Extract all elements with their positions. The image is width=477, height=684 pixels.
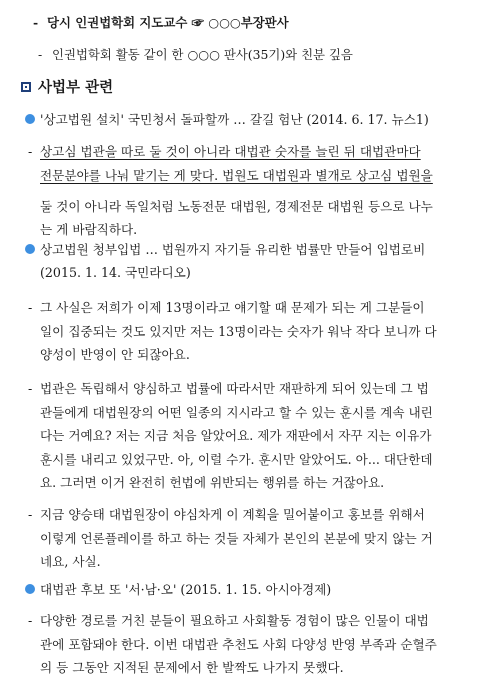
section-title: 사법부 관련 [38, 80, 114, 96]
paragraph-line: 다는 거예요? 저는 지금 처음 알았어요. 제가 재판에서 자꾸 지는 이유가 [40, 428, 432, 443]
news-headline: '상고법원 설치' 국민청서 돌파할까 … 갈길 험난 (2014. 6. 17. 뉴스1) [40, 112, 429, 127]
paragraph-line: 관에 포함돼야 한다. 이번 대법관 추천도 사회 다양성 반영 부족과 순혈주 [40, 636, 437, 652]
circle-bullet-icon [25, 114, 35, 124]
paragraph-line: 다양한 경로를 거친 분들이 필요하고 사회활동 경험이 많은 인물이 대법 [40, 613, 429, 628]
bullet-dash: - [28, 381, 33, 396]
paragraph-line: 지금 양승태 대법원장이 야심차게 이 계획을 밀어붙이고 홍보를 위해서 [40, 507, 425, 522]
header-line-advisor [33, 14, 459, 31]
paragraph-line: 네요, 사실. [40, 554, 101, 569]
paragraph-line: 이렇게 언론플레이를 하고 하는 것들 자체가 본인의 본분에 맞지 않는 거 [40, 530, 433, 546]
paragraph-line: 훈시를 내리고 있었구만. 아, 이럴 수가. 훈시만 알았어도. 아... 대단한데 [40, 451, 433, 467]
circle-bullet-icon [25, 584, 35, 594]
bullet-dash: - [38, 47, 43, 62]
paragraph-line: 요. 그러면 이거 완전히 헌법에 위반되는 행위를 하는 거잖아요. [40, 475, 385, 490]
paragraph-line: 일이 집중되는 것도 있지만 저는 13명이라는 숫자가 워낙 작다 보니까 다 [40, 323, 437, 339]
paragraph-line: 상고심 법관을 따로 둘 것이 아니라 대법관 숫자를 늘린 뒤 대법관마다 [40, 144, 421, 159]
circle-bullet-icon [25, 244, 35, 254]
news-item [40, 238, 463, 284]
header-line-text: 당시 인권법학회 지도교수 ☞ ○○○부장판사 [47, 15, 289, 30]
paragraph-line: 법관은 독립해서 양심하고 법률에 따라서만 재판하게 되어 있는데 그 법 [40, 381, 429, 396]
news-headline: 대법관 후보 또 '서·남·오' (2015. 1. 15. 아시아경제) [40, 582, 332, 597]
paragraph-line: 관들에게 대법원장의 어떤 일종의 지시라고 할 수 있는 훈시를 계속 내린 [40, 404, 433, 420]
header-line-association [38, 46, 459, 63]
news-item [40, 578, 463, 601]
quote-paragraph [28, 503, 463, 574]
news-headline: 상고법원 청부입법 … 법원까지 자기들 유리한 법률만 만들어 입법로비 [40, 242, 426, 257]
paragraph-line: 양성이 반영이 안 되잖아요. [40, 347, 190, 362]
bullet-dash: - [28, 300, 33, 315]
quote-paragraph [28, 140, 463, 242]
bullet-dash: - [33, 15, 39, 30]
square-bullet-icon [21, 82, 31, 92]
paragraph-line: 의 등 그동안 지적된 문제에서 한 발짝도 나가지 못했다. [40, 660, 344, 675]
header-line-text: 인권법학회 활동 같이 한 ○○○ 판사(35기)와 친분 깊음 [52, 47, 353, 62]
paragraph-line: 그 사실은 저희가 이제 13명이라고 얘기할 때 문제가 되는 게 그분들이 [40, 300, 425, 315]
quote-paragraph [28, 296, 463, 367]
paragraph-line: 는 게 바람직하다. [40, 222, 138, 237]
news-source: (2015. 1. 14. 국민라디오) [40, 265, 191, 280]
section-heading [21, 78, 113, 98]
quote-paragraph [28, 609, 463, 680]
news-item [40, 108, 463, 131]
bullet-dash: - [28, 144, 33, 159]
quote-paragraph [28, 377, 463, 495]
bullet-dash: - [28, 613, 33, 628]
paragraph-line: 전문분야를 나눠 맡기는 게 맞다. 법원도 대법원과 별개로 상고심 법원을 [40, 167, 433, 183]
paragraph-line: 둘 것이 아니라 독일처럼 노동전문 대법원, 경제전문 대법원 등으로 나누 [40, 198, 433, 214]
bullet-dash: - [28, 507, 33, 522]
